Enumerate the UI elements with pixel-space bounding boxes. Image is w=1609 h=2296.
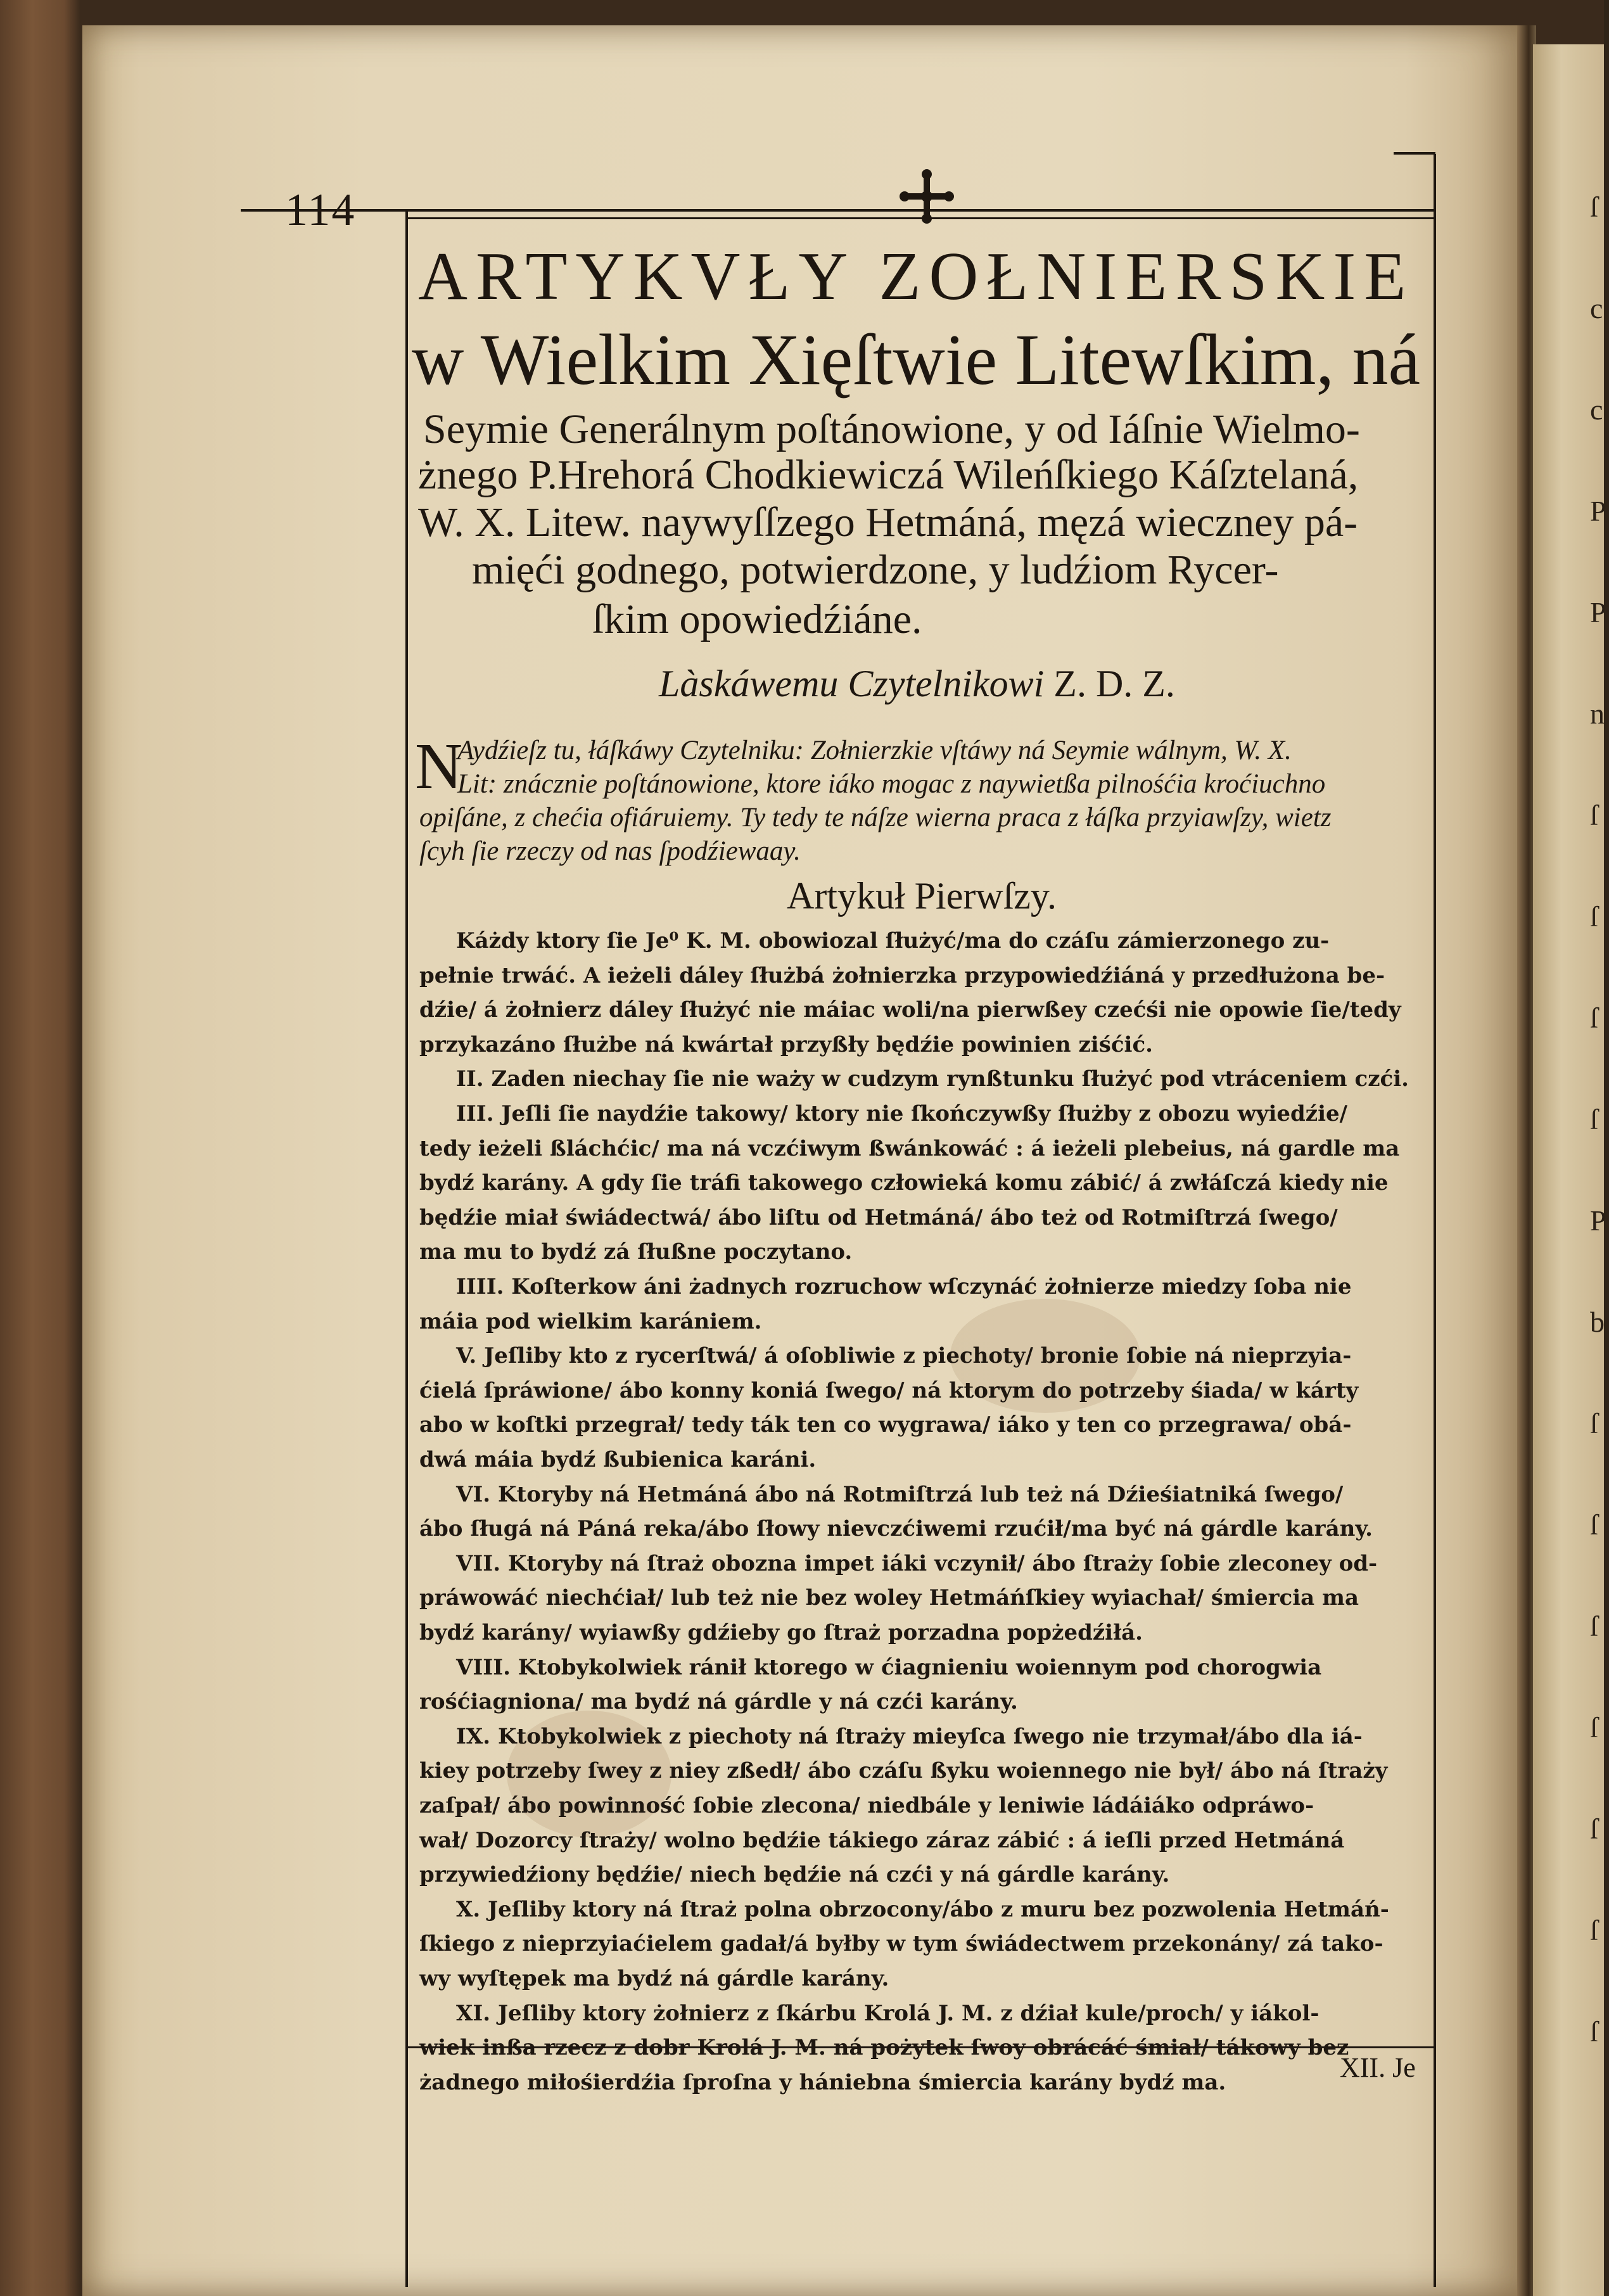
frame-right-rule xyxy=(1434,154,1436,2287)
body-line: VII. Ktoryby ná ſtraż obozna impet iáki vczynił/ ábo ſtraży ſobie zleconey od- xyxy=(456,1550,1378,1576)
section-heading: Artykuł Pierwſzy. xyxy=(787,875,1057,917)
facing-page-fragment: ſ xyxy=(1590,1002,1598,1034)
facing-page-fragment: ſ xyxy=(1590,1610,1598,1642)
body-line: pełnie trwáć. A ieżeli dáley ſłużbá żołnierzka przypowiedźiáná y przedłużona be- xyxy=(419,962,1385,988)
facing-page-fragment: P xyxy=(1590,596,1606,628)
body-line: VIII. Ktobykolwiek ránił ktorego w ćiagnieniu woiennym pod chorogwia xyxy=(456,1654,1322,1680)
body-line: ma mu to bydź zá ſłußne poczytano. xyxy=(419,1239,853,1265)
page-number: 114 xyxy=(285,184,356,235)
body-line: Káżdy ktory ſie Je⁰ K. M. obowiozal ſłużyć/ma do czáſu zámierzonego zu- xyxy=(456,928,1330,953)
body-line: rośćiagniona/ ma bydź ná gárdle y ná czći karány. xyxy=(419,1689,1018,1715)
facing-page-fragment: ſ xyxy=(1590,191,1598,223)
body-line: IX. Ktobykolwiek z piechoty ná ſtraży mieyſca ſwego nie trzymał/ábo dla iá- xyxy=(456,1723,1363,1749)
dedication-initials: Z. D. Z. xyxy=(1044,663,1175,705)
body-line: przywiedźiony będźie/ niech będźie ná czći y ná gárdle karány. xyxy=(419,1862,1170,1888)
body-line: ćielá ſpráwione/ ábo konny koniá ſwego/ ná ktorym do potrzeby śiada/ w kárty xyxy=(419,1377,1359,1403)
subtitle-line: ſkim opowiedźiáne. xyxy=(592,596,922,642)
facing-page-fragment: P xyxy=(1590,1204,1606,1237)
cross-fleury-icon xyxy=(898,168,955,225)
facing-page-fragment: P xyxy=(1590,495,1606,527)
body-line: bydź karány. A gdy ſie tráfi takowego człowieká komu zábić/ á zwłáſczá kiedy nie xyxy=(419,1170,1389,1196)
body-line: V. Jeſliby kto z rycerſtwá/ á oſobliwie z piechoty/ bronie ſobie ná nieprzyia- xyxy=(456,1343,1352,1369)
facing-page-fragment: b xyxy=(1590,1306,1605,1338)
body-line: II. Zaden niechay ſie nie waży w cudzym rynßtunku ſłużyć pod vtráceniem czći. xyxy=(456,1066,1409,1092)
facing-page-fragment: ſ xyxy=(1590,1813,1598,1845)
facing-page-fragment: ſ xyxy=(1590,2015,1598,2048)
body-line: tedy ieżeli ßláchćic/ ma ná vczćiwym ßwánkowáć : á ieżeli plebeius, ná gardle ma xyxy=(419,1135,1400,1161)
body-line: XI. Jeſliby ktory żołnierz z ſkárbu Krolá J. M. z dźiał kule/proch/ y iákol- xyxy=(456,2000,1320,2026)
intro-line: ſcyh ſie rzeczy od nas ſpodźiewaay. xyxy=(419,836,801,866)
body-line: X. Jeſliby ktory ná ſtraż polna obrzocony/ábo z muru bez pozwolenia Hetmáń- xyxy=(456,1896,1389,1922)
dedication xyxy=(659,662,1175,706)
facing-page-fragment: c xyxy=(1590,393,1603,426)
frame-left-rule xyxy=(405,209,408,2287)
body-line: VI. Ktoryby ná Hetmáná ábo ná Rotmiſtrzá lub też ná Dźieśiatniká ſwego/ xyxy=(456,1481,1344,1507)
body-line: wy wyſtępek ma bydź ná gárdle karány. xyxy=(419,1966,889,1991)
body-line: bydź karány/ wyiawßy gdźieby go ſtraż porzadna popżedźiłá. xyxy=(419,1620,1143,1645)
drop-cap: N xyxy=(415,730,463,803)
facing-page-fragment: ſ xyxy=(1590,799,1598,831)
catchword: XII. Je xyxy=(1340,2052,1416,2083)
facing-page-fragment: c xyxy=(1590,292,1603,324)
facing-page-fragment: ſ xyxy=(1590,900,1598,933)
title-line-1: ARTYKVŁY ZOŁNIERSKIE xyxy=(418,239,1415,314)
subtitle-line: W. X. Litew. naywyſſzego Hetmáná, męzá wieczney pá- xyxy=(418,499,1358,545)
subtitle-line: mięći godnego, potwierdzone, y ludźiom Rycer- xyxy=(472,547,1279,593)
intro-line: Lit: znácznie poſtánowione, ktore iáko mogac z naywietßa pilnośćia kroćiuchno xyxy=(457,769,1326,799)
body-line: wiek inßa rzecz z dobr Krolá J. M. ná pożytek ſwoy obrácáć śmiał/ tákowy bez xyxy=(419,2035,1349,2061)
body-line: żadnego miłośierdźia ſproſna y hániebna śmiercia karány bydź ma. xyxy=(419,2069,1226,2095)
body-line: ſkiego z nieprzyiaćielem gadał/á byłby w tym świádectwem przekonány/ zá tako- xyxy=(419,1931,1383,1957)
intro-line: Aydźieſz tu, łáſkáwy Czytelniku: Zołnierzkie vſtáwy ná Seymie wálnym, W. X. xyxy=(457,736,1292,765)
body-line: będźie miał świádectwá/ ábo liſtu od Hetmáná/ ábo też od Rotmiſtrzá ſwego/ xyxy=(419,1204,1338,1230)
facing-page-fragment: ſ xyxy=(1590,1914,1598,1946)
body-line: ábo ſługá ná Páná reka/ábo ſłowy nievczćiwemi rzućił/ma być ná gárdle karány. xyxy=(419,1516,1373,1542)
facing-page-fragment: ſ xyxy=(1590,1508,1598,1541)
body-line: IIII. Koſterkow áni żadnych rozruchow wſczynáć żołnierze miedzy ſoba nie xyxy=(456,1274,1352,1299)
subtitle-line: żnego P.Hrehorá Chodkiewiczá Wileńſkiego Káſztelaná, xyxy=(418,452,1359,498)
body-line: dźie/ á żołnierz dáley ſłużyć nie máiac woli/na pierwßey czećśi nie opowie ſie/tedy xyxy=(419,997,1401,1023)
frame-corner-rule xyxy=(1394,152,1435,155)
body-line: abo w koſtki przegrał/ tedy ták ten co wygrawa/ iáko y ten co przegrawa/ obá- xyxy=(419,1412,1352,1438)
header-rule xyxy=(241,209,1435,212)
facing-page-fragment: n xyxy=(1590,698,1605,730)
facing-page-edge xyxy=(1533,44,1604,2296)
facing-page-fragment: ſ xyxy=(1590,1103,1598,1135)
body-line: wał/ Dozorcy ſtraży/ wolno będźie tákiego záraz zábić : á ieſli przed Hetmáná xyxy=(419,1827,1345,1853)
facing-page-fragment: ſ xyxy=(1590,1711,1598,1744)
title-line-2: w Wielkim Xięſtwie Litewſkim, ná xyxy=(412,319,1421,400)
facing-page-fragment: ſ xyxy=(1590,1407,1598,1439)
body-line: máia pod wielkim karániem. xyxy=(419,1308,762,1334)
body-line: kiey potrzeby ſwey z niey zßedł/ ábo czáſu ßyku woiennego nie był/ ábo ná ſtraży xyxy=(419,1758,1388,1784)
body-line: dwá máia bydź ßubienica karáni. xyxy=(419,1447,817,1472)
intro-line: opiſáne, z chećia ofiáruiemy. Ty tedy te náſze wierna praca z łáſka przyiawſzy, wietz xyxy=(419,803,1332,832)
subtitle-line: Seymie Generálnym poſtánowione, y od Iáſnie Wielmo- xyxy=(423,406,1360,452)
body-line: práwowáć niechćiał/ lub też nie bez woley Hetmáńſkiey wyiachał/ śmiercia ma xyxy=(419,1585,1359,1611)
dedication-text: Làskáwemu Czytelnikowi xyxy=(659,663,1045,705)
body-line: przykazáno ſłużbe ná kwártał przyßły będźie powinien ziśćić. xyxy=(419,1031,1154,1057)
body-line: zaſpał/ ábo powinność ſobie zlecona/ niedbále y leniwie ládáiáko odpráwo- xyxy=(419,1793,1314,1818)
body-line: III. Jeſli ſie naydźie takowy/ ktory nie ſkończywßy ſłużby z obozu wyiedźie/ xyxy=(456,1101,1348,1126)
